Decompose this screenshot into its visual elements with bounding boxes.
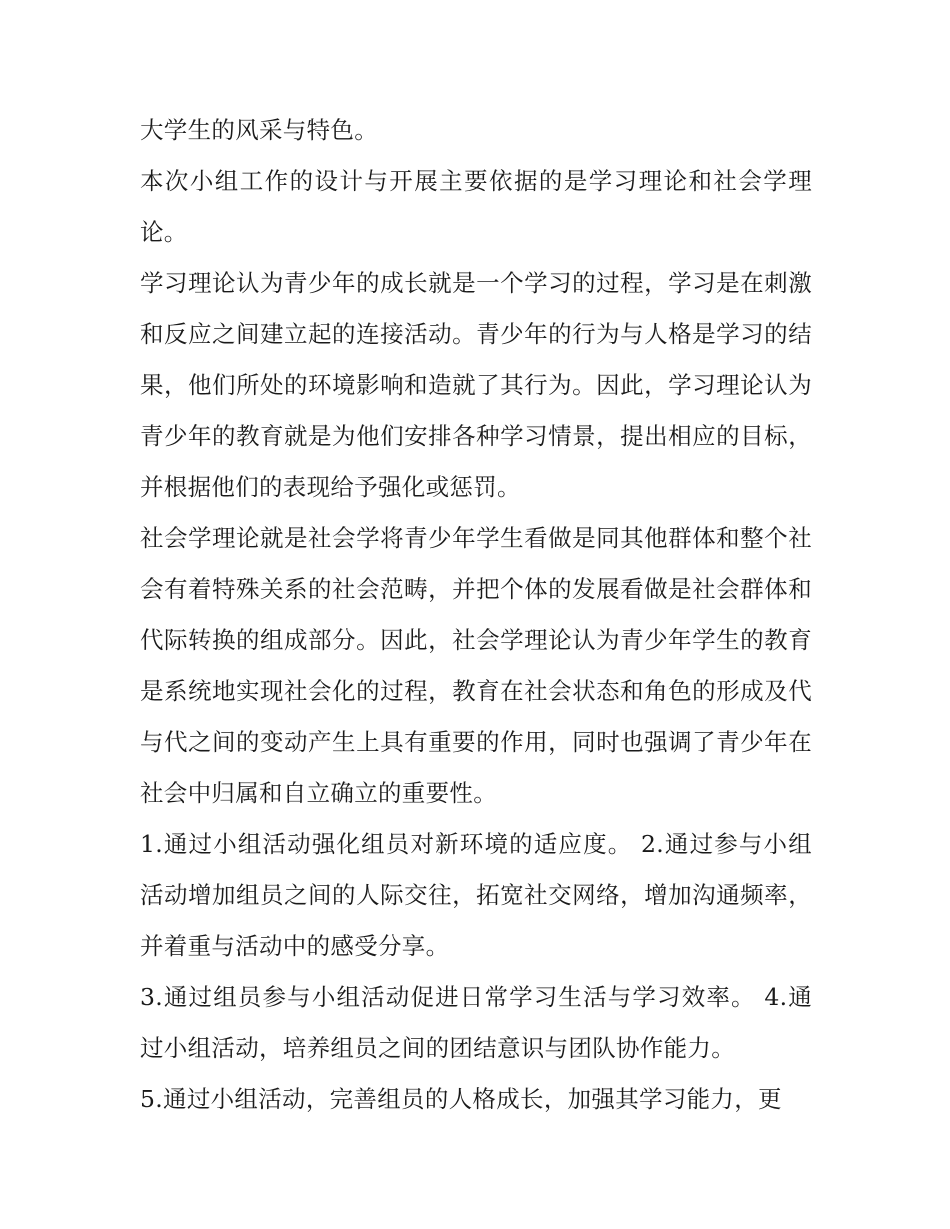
paragraph-4: 社会学理论就是社会学将青少年学生看做是同其他群体和整个社会有着特殊关系的社会范畴，并把个体的发展看做是社会群体和代际转换的组成部分。因此，社会学理论认为青少年学生的教育是系统地实现社会化的过程，教育在社会状态和角色的形成及代与代之间的变动产生上具有重要的作用，同时也强调了青少年在社会中归属和自立确立的重要性。 — [140, 524, 812, 807]
document-body — [140, 105, 812, 1125]
paragraph-1: 大学生的风采与特色。 — [140, 116, 378, 144]
paragraph-2: 本次小组工作的设计与开展主要依据的是学习理论和社会学理论。 — [140, 167, 812, 246]
paragraph-7: 5.通过小组活动，完善组员的人格成长，加强其学习能力，更 — [140, 1085, 782, 1113]
paragraph-5: 1.通过小组活动强化组员对新环境的适应度。 2.通过参与小组活动增加组员之间的人际交往，拓宽社交网络，增加沟通频率，并着重与活动中的感受分享。 — [140, 830, 812, 960]
paragraph-6: 3.通过组员参与小组活动促进日常学习生活与学习效率。 4.通过小组活动，培养组员之间的团结意识与团队协作能力。 — [140, 983, 812, 1062]
paragraph-3: 学习理论认为青少年的成长就是一个学习的过程，学习是在刺激和反应之间建立起的连接活动。青少年的行为与人格是学习的结果，他们所处的环境影响和造就了其行为。因此，学习理论认为青少年的教育就是为他们安排各种学习情景，提出相应的目标，并根据他们的表现给予强化或惩罚。 — [140, 269, 812, 501]
